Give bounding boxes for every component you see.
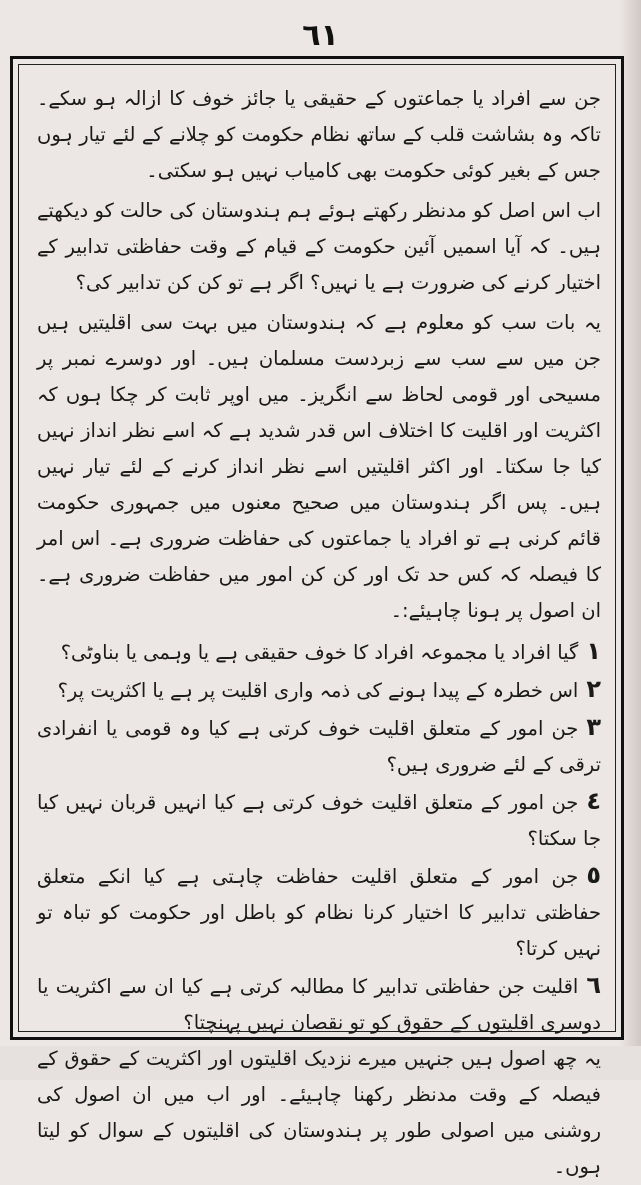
principle-item-3 (37, 709, 601, 783)
principle-item-6 (37, 967, 601, 1041)
paragraph-1: جن سے افراد یا جماعتوں کے حقیقی یا جائز خوف کا ازالہ ہو سکے۔ تاکہ وہ بشاشت قلب کے ساتھ نظام حکومت کو چلانے کے لئے تیار ہوں جس کے بغیر کوئی حکومت بھی کامیاب نہیں ہو سکتی۔ (37, 87, 601, 182)
item-number: ٥ (586, 861, 601, 889)
item-number: ١ (586, 637, 601, 665)
paragraph-2: اب اس اصل کو مدنظر رکھتے ہوئے ہم ہندوستان کی حالت کو دیکھتے ہیں۔ کہ آیا اسمیں آئین حکومت کے قیام کے وقت حفاظتی تدابیر کے اختیار کرنے کی ضرورت ہے یا نہیں؟ اگر ہے تو کن کن تدابیر کی؟ (37, 199, 601, 294)
paragraph-3: یہ بات سب کو معلوم ہے کہ ہندوستان میں بہت سی اقلیتیں ہیں جن میں سے سب سے زبردست مسلمان ہیں۔ اور دوسرے نمبر پر مسیحی اور قومی لحاظ سے انگریز۔ میں اوپر ثابت کر چکا ہوں کہ اکثریت اور اقلیت کا اختلاف اس قدر شدید ہے کہ اسے نظر انداز نہیں کیا جا سکتا۔ اور اکثر اقلیتیں اسے نظر انداز کرنے کے لئے تیار نہیں ہیں۔ پس اگر ہندوستان میں صحیح معنوں میں جمہوری حکومت قائم کرنی ہے تو افراد یا جماعتوں کی حفاظت ضروری ہے۔ اس امر کا فیصلہ کہ کس حد تک اور کن کن امور میں حفاظت ضروری ہے۔ ان اصول پر ہونا چاہیئے:۔ (37, 311, 601, 622)
item-text: اقلیت جن حفاظتی تدابیر کا مطالبہ کرتی ہے کیا ان سے اکثریت یا دوسری اقلیتوں کے حقوق کو تو نقصان نہیں پہنچتا؟ (37, 975, 601, 1034)
page-number: ٦١ (302, 18, 339, 53)
item-number: ٤ (586, 787, 601, 815)
principle-item-4 (37, 783, 601, 857)
item-number: ٣ (586, 713, 601, 741)
item-text: جن امور کے متعلق اقلیت خوف کرتی ہے کیا وہ قومی یا انفرادی ترقی کے لئے ضروری ہیں؟ (37, 717, 601, 776)
item-text: جن امور کے متعلق اقلیت خوف کرتی ہے کیا انہیں قربان نہیں کیا جا سکتا؟ (37, 791, 601, 850)
principle-item-2 (37, 671, 601, 709)
closing-paragraph: یہ چھ اصول ہیں جنہیں میرے نزدیک اقلیتوں اور اکثریت کے حقوق کے فیصلہ کے وقت مدنظر رکھنا چاہیئے۔ اور اب میں ان اصول کی روشنی میں اصولی طور پر ہندوستان کی اقلیتوں کے سوال کو لیتا ہوں۔ (37, 1047, 601, 1178)
principle-item-5 (37, 857, 601, 967)
text-block (18, 64, 616, 1178)
item-text: گیا افراد یا مجموعہ افراد کا خوف حقیقی ہے یا وہمی یا بناوٹی؟ (60, 641, 579, 664)
item-number: ٦ (586, 971, 601, 999)
item-text: جن امور کے متعلق اقلیت حفاظت چاہتی ہے کیا انکے متعلق حفاظتی تدابیر کا اختیار کرنا نظام کو باطل اور حکومت کو تباہ تو نہیں کرتا؟ (37, 865, 601, 960)
item-number: ٢ (586, 675, 601, 703)
item-text: اس خطرہ کے پیدا ہونے کی ذمہ واری اقلیت پر ہے یا اکثریت پر؟ (57, 679, 579, 702)
principle-item-1 (37, 633, 601, 671)
